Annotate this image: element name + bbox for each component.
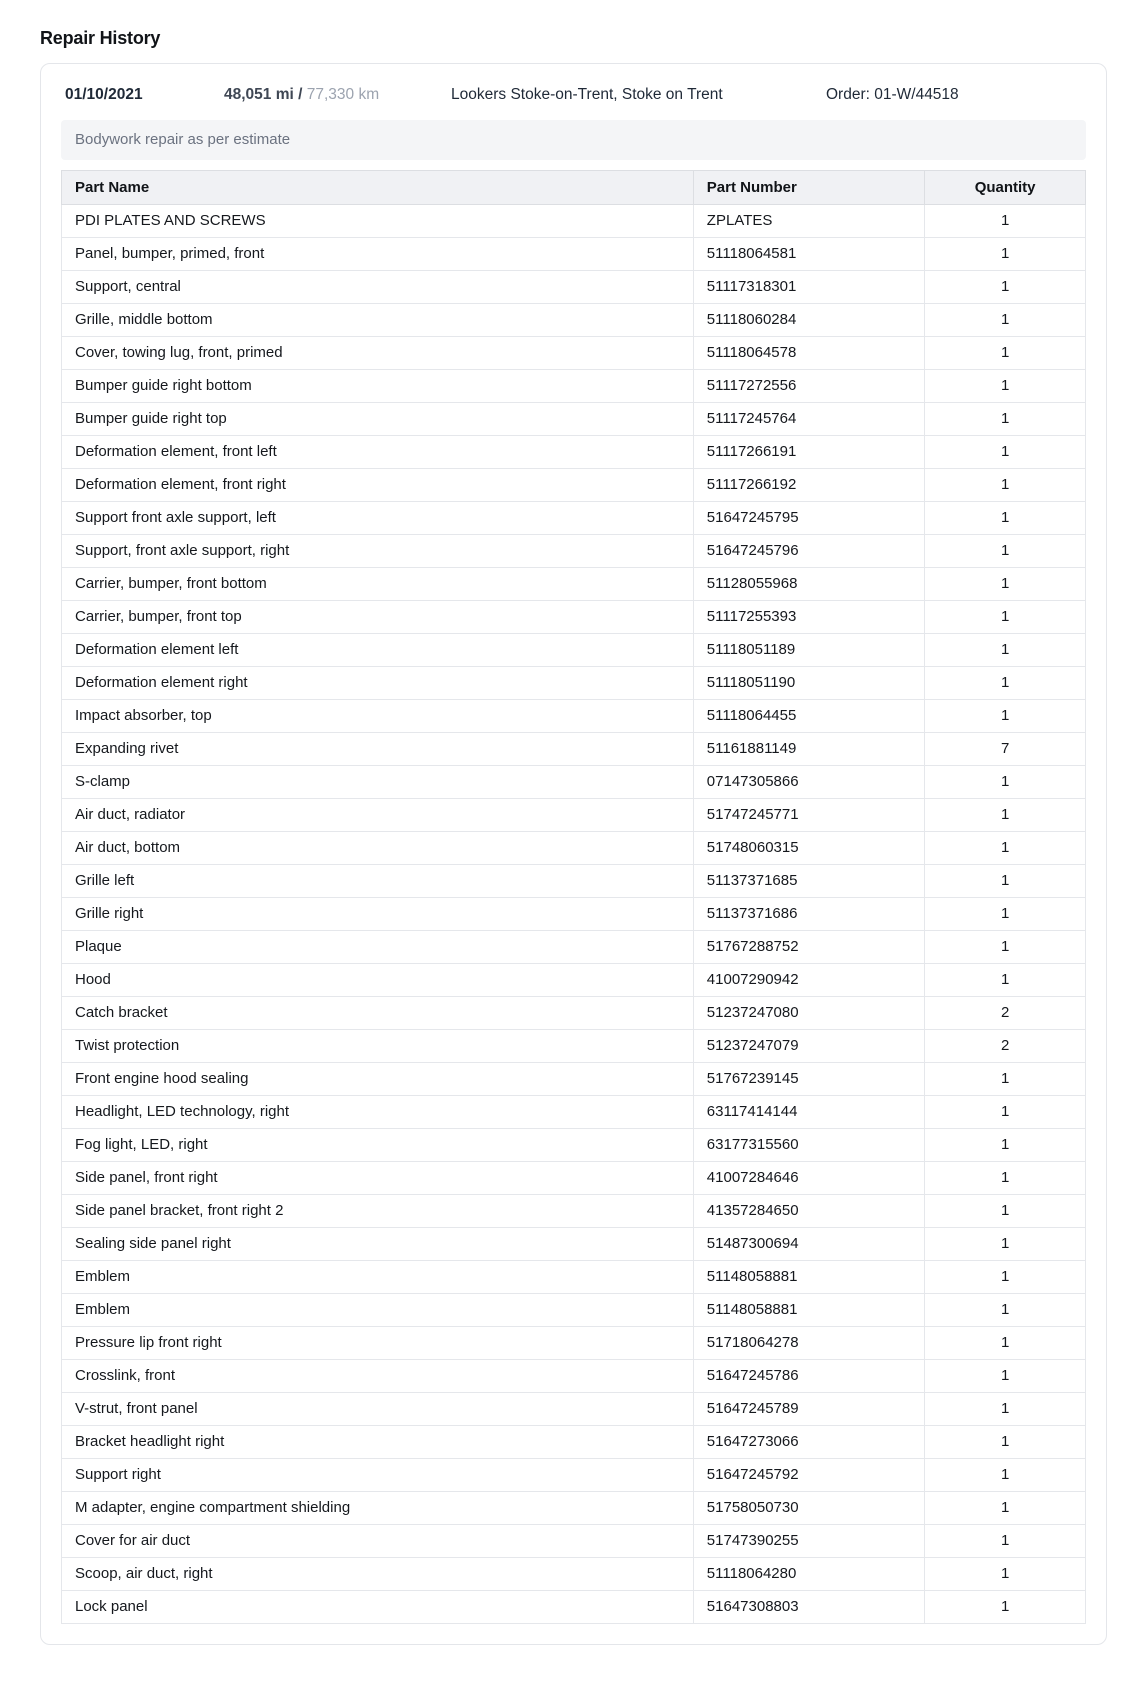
part-name-cell: Bracket headlight right xyxy=(62,1426,694,1459)
part-number-cell: 51118064280 xyxy=(693,1558,924,1591)
part-name-cell: Fog light, LED, right xyxy=(62,1129,694,1162)
part-number-cell: 41007290942 xyxy=(693,964,924,997)
page-title: Repair History xyxy=(40,28,161,48)
part-name-cell: Panel, bumper, primed, front xyxy=(62,238,694,271)
part-name-cell: Air duct, radiator xyxy=(62,799,694,832)
quantity-cell: 1 xyxy=(925,898,1086,931)
record-dealer: Lookers Stoke-on-Trent, Stoke on Trent xyxy=(451,86,723,103)
table-row xyxy=(62,1294,1086,1327)
part-number-cell: 51647245792 xyxy=(693,1459,924,1492)
record-description: Bodywork repair as per estimate xyxy=(61,120,1086,160)
quantity-cell: 1 xyxy=(925,1096,1086,1129)
part-name-cell: Support right xyxy=(62,1459,694,1492)
quantity-cell: 1 xyxy=(925,1063,1086,1096)
quantity-cell: 1 xyxy=(925,1294,1086,1327)
record-order-number: Order: 01-W/44518 xyxy=(826,86,959,103)
quantity-cell: 1 xyxy=(925,502,1086,535)
part-name-cell: Support, front axle support, right xyxy=(62,535,694,568)
part-name-cell: Cover, towing lug, front, primed xyxy=(62,337,694,370)
quantity-cell: 1 xyxy=(925,832,1086,865)
quantity-cell: 1 xyxy=(925,1558,1086,1591)
table-row xyxy=(62,799,1086,832)
part-number-cell: 51148058881 xyxy=(693,1294,924,1327)
table-row xyxy=(62,535,1086,568)
part-name-cell: Catch bracket xyxy=(62,997,694,1030)
quantity-cell: 1 xyxy=(925,1162,1086,1195)
part-number-cell: 51748060315 xyxy=(693,832,924,865)
part-number-cell: 51767288752 xyxy=(693,931,924,964)
table-row xyxy=(62,1393,1086,1426)
quantity-cell: 1 xyxy=(925,1591,1086,1624)
part-number-cell: 51148058881 xyxy=(693,1261,924,1294)
part-name-cell: Carrier, bumper, front top xyxy=(62,601,694,634)
quantity-cell: 1 xyxy=(925,469,1086,502)
record-header xyxy=(61,84,1086,105)
table-row xyxy=(62,502,1086,535)
repair-record-card xyxy=(40,63,1107,1645)
quantity-cell: 1 xyxy=(925,634,1086,667)
part-name-cell: Air duct, bottom xyxy=(62,832,694,865)
part-name-cell: Expanding rivet xyxy=(62,733,694,766)
table-row xyxy=(62,403,1086,436)
part-number-cell: 41007284646 xyxy=(693,1162,924,1195)
table-row xyxy=(62,898,1086,931)
part-name-cell: Lock panel xyxy=(62,1591,694,1624)
quantity-cell: 1 xyxy=(925,370,1086,403)
part-number-cell: 51118064581 xyxy=(693,238,924,271)
table-row xyxy=(62,1492,1086,1525)
part-name-cell: V-strut, front panel xyxy=(62,1393,694,1426)
table-row xyxy=(62,700,1086,733)
table-row xyxy=(62,1096,1086,1129)
quantity-cell: 1 xyxy=(925,1492,1086,1525)
table-row xyxy=(62,469,1086,502)
table-row xyxy=(62,1327,1086,1360)
part-name-cell: Bumper guide right bottom xyxy=(62,370,694,403)
table-row xyxy=(62,733,1086,766)
quantity-cell: 2 xyxy=(925,1030,1086,1063)
part-name-cell: Crosslink, front xyxy=(62,1360,694,1393)
column-header-part-number: Part Number xyxy=(693,171,924,205)
part-number-cell: 51747390255 xyxy=(693,1525,924,1558)
table-row xyxy=(62,271,1086,304)
part-number-cell: 51117245764 xyxy=(693,403,924,436)
quantity-cell: 1 xyxy=(925,964,1086,997)
part-number-cell: 51137371686 xyxy=(693,898,924,931)
part-number-cell: 51161881149 xyxy=(693,733,924,766)
record-mileage xyxy=(224,84,451,105)
part-number-cell: 51137371685 xyxy=(693,865,924,898)
part-number-cell: 51118060284 xyxy=(693,304,924,337)
table-row xyxy=(62,1426,1086,1459)
part-number-cell: 51647245786 xyxy=(693,1360,924,1393)
part-number-cell: 07147305866 xyxy=(693,766,924,799)
part-name-cell: Carrier, bumper, front bottom xyxy=(62,568,694,601)
part-name-cell: Scoop, air duct, right xyxy=(62,1558,694,1591)
parts-table-body xyxy=(62,205,1086,1624)
table-row xyxy=(62,1195,1086,1228)
part-number-cell: 51237247079 xyxy=(693,1030,924,1063)
part-number-cell: 41357284650 xyxy=(693,1195,924,1228)
table-row xyxy=(62,370,1086,403)
part-number-cell: 51487300694 xyxy=(693,1228,924,1261)
table-row xyxy=(62,205,1086,238)
quantity-cell: 1 xyxy=(925,1360,1086,1393)
table-row xyxy=(62,1228,1086,1261)
table-row xyxy=(62,766,1086,799)
quantity-cell: 1 xyxy=(925,865,1086,898)
part-name-cell: PDI PLATES AND SCREWS xyxy=(62,205,694,238)
column-header-part-name: Part Name xyxy=(62,171,694,205)
part-number-cell: 51758050730 xyxy=(693,1492,924,1525)
table-row xyxy=(62,1063,1086,1096)
part-number-cell: 51117318301 xyxy=(693,271,924,304)
table-row xyxy=(62,964,1086,997)
part-name-cell: Hood xyxy=(62,964,694,997)
part-number-cell: 51647308803 xyxy=(693,1591,924,1624)
part-name-cell: Side panel, front right xyxy=(62,1162,694,1195)
table-row xyxy=(62,304,1086,337)
part-name-cell: Twist protection xyxy=(62,1030,694,1063)
part-name-cell: Support, central xyxy=(62,271,694,304)
part-name-cell: Side panel bracket, front right 2 xyxy=(62,1195,694,1228)
quantity-cell: 1 xyxy=(925,1525,1086,1558)
quantity-cell: 1 xyxy=(925,304,1086,337)
record-date: 01/10/2021 xyxy=(65,86,143,103)
part-name-cell: M adapter, engine compartment shielding xyxy=(62,1492,694,1525)
table-row xyxy=(62,667,1086,700)
quantity-cell: 1 xyxy=(925,799,1086,832)
quantity-cell: 1 xyxy=(925,766,1086,799)
part-number-cell: 51647273066 xyxy=(693,1426,924,1459)
part-name-cell: Impact absorber, top xyxy=(62,700,694,733)
parts-table xyxy=(61,170,1086,1624)
part-name-cell: Deformation element left xyxy=(62,634,694,667)
part-number-cell: 51117266191 xyxy=(693,436,924,469)
record-mileage-km: 77,330 km xyxy=(306,86,380,103)
part-name-cell: Support front axle support, left xyxy=(62,502,694,535)
part-number-cell: 51118064578 xyxy=(693,337,924,370)
part-number-cell: 63177315560 xyxy=(693,1129,924,1162)
part-name-cell: Deformation element, front left xyxy=(62,436,694,469)
parts-table-header xyxy=(62,171,1086,205)
table-row xyxy=(62,337,1086,370)
table-row xyxy=(62,1525,1086,1558)
part-number-cell: 51118051189 xyxy=(693,634,924,667)
part-number-cell: 51117272556 xyxy=(693,370,924,403)
quantity-cell: 7 xyxy=(925,733,1086,766)
quantity-cell: 1 xyxy=(925,436,1086,469)
part-number-cell: 51117255393 xyxy=(693,601,924,634)
table-row xyxy=(62,436,1086,469)
table-row xyxy=(62,238,1086,271)
quantity-cell: 1 xyxy=(925,1129,1086,1162)
record-mileage-miles: 48,051 mi / xyxy=(224,86,303,103)
part-name-cell: Emblem xyxy=(62,1261,694,1294)
part-name-cell: Deformation element, front right xyxy=(62,469,694,502)
part-name-cell: Plaque xyxy=(62,931,694,964)
part-number-cell: 51118051190 xyxy=(693,667,924,700)
table-row xyxy=(62,601,1086,634)
table-row xyxy=(62,568,1086,601)
table-row xyxy=(62,634,1086,667)
part-number-cell: 51647245795 xyxy=(693,502,924,535)
quantity-cell: 1 xyxy=(925,1393,1086,1426)
quantity-cell: 1 xyxy=(925,1228,1086,1261)
quantity-cell: 1 xyxy=(925,1261,1086,1294)
table-row xyxy=(62,865,1086,898)
part-number-cell: 51647245796 xyxy=(693,535,924,568)
table-row xyxy=(62,1558,1086,1591)
part-name-cell: Front engine hood sealing xyxy=(62,1063,694,1096)
part-number-cell: ZPLATES xyxy=(693,205,924,238)
part-name-cell: Bumper guide right top xyxy=(62,403,694,436)
part-number-cell: 51237247080 xyxy=(693,997,924,1030)
part-name-cell: Cover for air duct xyxy=(62,1525,694,1558)
table-row xyxy=(62,1591,1086,1624)
quantity-cell: 1 xyxy=(925,1195,1086,1228)
quantity-cell: 1 xyxy=(925,1426,1086,1459)
part-name-cell: Headlight, LED technology, right xyxy=(62,1096,694,1129)
part-name-cell: Grille right xyxy=(62,898,694,931)
part-number-cell: 51117266192 xyxy=(693,469,924,502)
quantity-cell: 1 xyxy=(925,601,1086,634)
part-name-cell: Sealing side panel right xyxy=(62,1228,694,1261)
part-number-cell: 51647245789 xyxy=(693,1393,924,1426)
quantity-cell: 1 xyxy=(925,1459,1086,1492)
table-row xyxy=(62,1459,1086,1492)
part-name-cell: Emblem xyxy=(62,1294,694,1327)
part-name-cell: S-clamp xyxy=(62,766,694,799)
quantity-cell: 1 xyxy=(925,337,1086,370)
part-number-cell: 51767239145 xyxy=(693,1063,924,1096)
quantity-cell: 1 xyxy=(925,700,1086,733)
part-number-cell: 51128055968 xyxy=(693,568,924,601)
part-number-cell: 63117414144 xyxy=(693,1096,924,1129)
table-row xyxy=(62,1261,1086,1294)
table-row xyxy=(62,1129,1086,1162)
quantity-cell: 2 xyxy=(925,997,1086,1030)
table-row xyxy=(62,997,1086,1030)
table-row xyxy=(62,832,1086,865)
table-row xyxy=(62,1360,1086,1393)
quantity-cell: 1 xyxy=(925,568,1086,601)
quantity-cell: 1 xyxy=(925,931,1086,964)
quantity-cell: 1 xyxy=(925,205,1086,238)
quantity-cell: 1 xyxy=(925,667,1086,700)
part-name-cell: Deformation element right xyxy=(62,667,694,700)
part-name-cell: Grille left xyxy=(62,865,694,898)
part-number-cell: 51747245771 xyxy=(693,799,924,832)
table-row xyxy=(62,1162,1086,1195)
part-number-cell: 51118064455 xyxy=(693,700,924,733)
quantity-cell: 1 xyxy=(925,1327,1086,1360)
part-name-cell: Grille, middle bottom xyxy=(62,304,694,337)
table-row xyxy=(62,931,1086,964)
quantity-cell: 1 xyxy=(925,535,1086,568)
table-row xyxy=(62,1030,1086,1063)
quantity-cell: 1 xyxy=(925,238,1086,271)
part-number-cell: 51718064278 xyxy=(693,1327,924,1360)
quantity-cell: 1 xyxy=(925,403,1086,436)
quantity-cell: 1 xyxy=(925,271,1086,304)
part-name-cell: Pressure lip front right xyxy=(62,1327,694,1360)
column-header-quantity: Quantity xyxy=(925,171,1086,205)
